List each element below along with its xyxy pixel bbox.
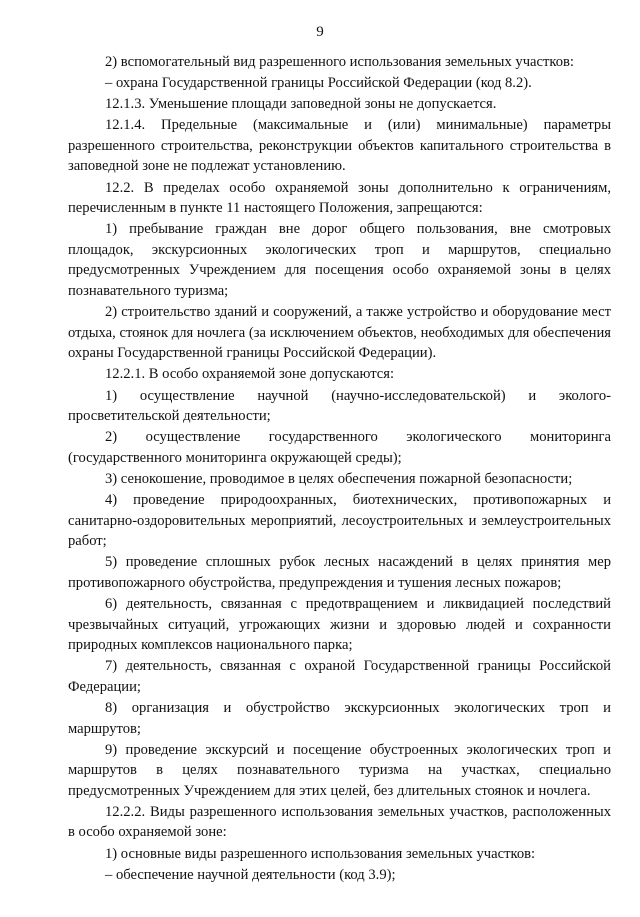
paragraph: 3) сенокошение, проводимое в целях обеспечения пожарной безопасности; — [105, 470, 573, 487]
paragraph: 6) деятельность, связанная с предотвращением и ликвидацией последствий чрезвычайных ситуаций, угрожающих жизни и здоровью людей и сохранности природных комплексов национального парка; — [68, 595, 611, 654]
paragraph: 12.1.3. Уменьшение площади заповедной зоны не допускается. — [105, 96, 497, 113]
page-number: 9 — [316, 24, 324, 40]
paragraph: 12.1.4. Предельные (максимальные и (или) минимальные) параметры разрешенного строительства, реконструкции объектов капитального строительства в заповедной зоне не подлежат установлению. — [68, 117, 611, 175]
paragraph: 7) деятельность, связанная с охраной Государственной границы Российской Федерации; — [68, 658, 611, 695]
paragraph: – обеспечение научной деятельности (код 3.9); — [105, 866, 396, 883]
paragraph: 5) проведение сплошных рубок лесных насаждений в целях принятия мер противопожарного обустройства, предупреждения и тушения лесных пожаров; — [68, 554, 611, 591]
paragraph: 1) основные виды разрешенного использования земельных участков: — [105, 845, 536, 862]
paragraph: 2) осуществление государственного экологического мониторинга (государственного мониторинга окружающей среды); — [68, 429, 611, 466]
paragraph: 8) организация и обустройство экскурсионных экологических троп и маршрутов; — [68, 699, 611, 737]
paragraph: 4) проведение природоохранных, биотехнических, противопожарных и санитарно-оздоровительных мероприятий, лесоустроительных и землеустроительных работ; — [68, 491, 611, 550]
paragraph: 1) пребывание граждан вне дорог общего пользования, вне смотровых площадок, экскурсионных экологических троп и маршрутов, специально предусмотренных Учреждением для посещения особо охраняемой зоны в целях познавательного туризма; — [68, 221, 611, 300]
paragraph: 12.2.2. Виды разрешенного использования земельных участков, расположенных в особо охраняемой зоне: — [68, 803, 611, 841]
paragraph: 9) проведение экскурсий и посещение обустроенных экологических троп и маршрутов в целях познавательного туризма на участках, специально предусмотренных Учреждением для этих целей, без длительных стоянок и ночлега. — [68, 741, 611, 799]
paragraph: 12.2.1. В особо охраняемой зоне допускаются: — [105, 366, 395, 383]
paragraph: 12.2. В пределах особо охраняемой зоны дополнительно к ограничениям, перечисленным в пункте 11 настоящего Положения, запрещаются: — [68, 179, 611, 217]
paragraph: – охрана Государственной границы Российской Федерации (код 8.2). — [105, 75, 532, 92]
paragraph: 2) вспомогательный вид разрешенного использования земельных участков: — [105, 54, 574, 70]
document-body — [68, 52, 611, 886]
paragraph: 1) осуществление научной (научно-исследовательской) и эколого-просветительской деятельности; — [68, 387, 611, 425]
paragraph: 2) строительство зданий и сооружений, а также устройство и оборудование мест отдыха, стоянок для ночлега (за исключением объектов, необходимых для обеспечения охраны Государственной границы Российской Федерации). — [68, 304, 611, 362]
